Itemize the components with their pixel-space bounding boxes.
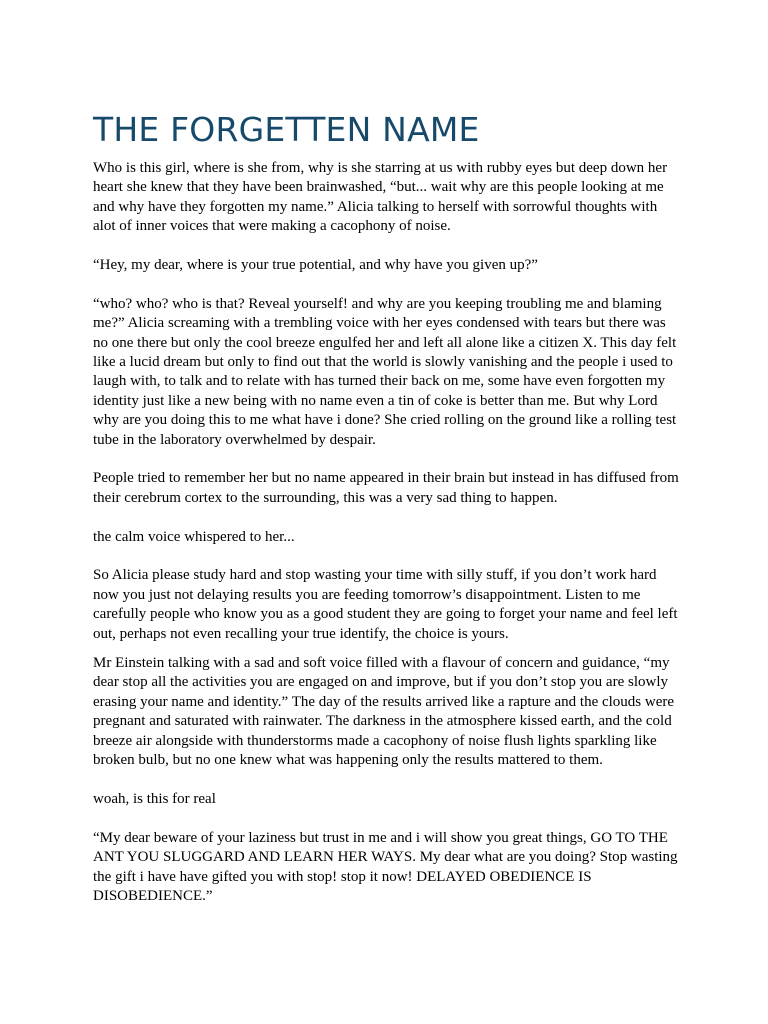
paragraph: “My dear beware of your laziness but trust in me and i will show you great things, GO TO THE ANT YOU SLUGGARD AND LEARN HER WAYS. My dear what are you doing? Stop wasting the gift i have have gifted you with stop! stop it now! DELAYED OBEDIENCE IS DISOBEDIENCE.” [93, 829, 678, 904]
paragraph: So Alicia please study hard and stop wasting your time with silly stuff, if you don’t work hard now you just not delaying results you are feeding tomorrow’s disappointment. Listen to me carefully people who know you as a good student they are going to forget your name and feel left out, perhaps not even recalling your true identify, the choice is yours. [93, 567, 678, 642]
paragraph: woah, is this for real [93, 790, 216, 807]
document-body [93, 159, 683, 906]
document-title: THE FORGETTEN NAME [93, 110, 480, 149]
paragraph: Who is this girl, where is she from, why is she starring at us with rubby eyes but deep down her heart she knew that they have been brainwashed, “but... wait why are this people looking at me and why have they forgotten my name.” Alicia talking to herself with sorrowful thoughts with alot of inner voices that were making a cacophony of noise. [93, 160, 668, 235]
paragraph: the calm voice whispered to her... [93, 528, 295, 545]
paragraph: “who? who? who is that? Reveal yourself! and why are you keeping troubling me and blaming me?” Alicia screaming with a trembling voice with her eyes condensed with tears but there was no one there but only the cool breeze engulfed her and left all alone like a citizen X. This day felt like a lucid dream but only to find out that the world is slowly vanishing and the people i used to laugh with, to talk and to relate with has turned their back on me, some have even forgotten my identity just like a new being with no name even a tin of coke is better than me. But why Lord why are you doing this to me what have i done? She cried rolling on the ground like a rolling test tube in the laboratory overwhelmed by despair. [93, 295, 677, 448]
paragraph: Mr Einstein talking with a sad and soft voice filled with a flavour of concern and guidance, “my dear stop all the activities you are engaged on and improve, but if you don’t stop you are slowly erasing your name and identity.” The day of the results arrived like a rapture and the clouds were pregnant and saturated with rainwater. The darkness in the atmosphere kissed earth, and the cold breeze air alongside with thunderstorms made a cacophony of noise flush lights sparkling like broken bulb, but no one knew what was happening only the results mattered to them. [93, 655, 675, 769]
paragraph: “Hey, my dear, where is your true potential, and why have you given up?” [93, 257, 538, 274]
paragraph: People tried to remember her but no name appeared in their brain but instead in has diffused from their cerebrum cortex to the surrounding, this was a very sad thing to happen. [93, 470, 679, 506]
